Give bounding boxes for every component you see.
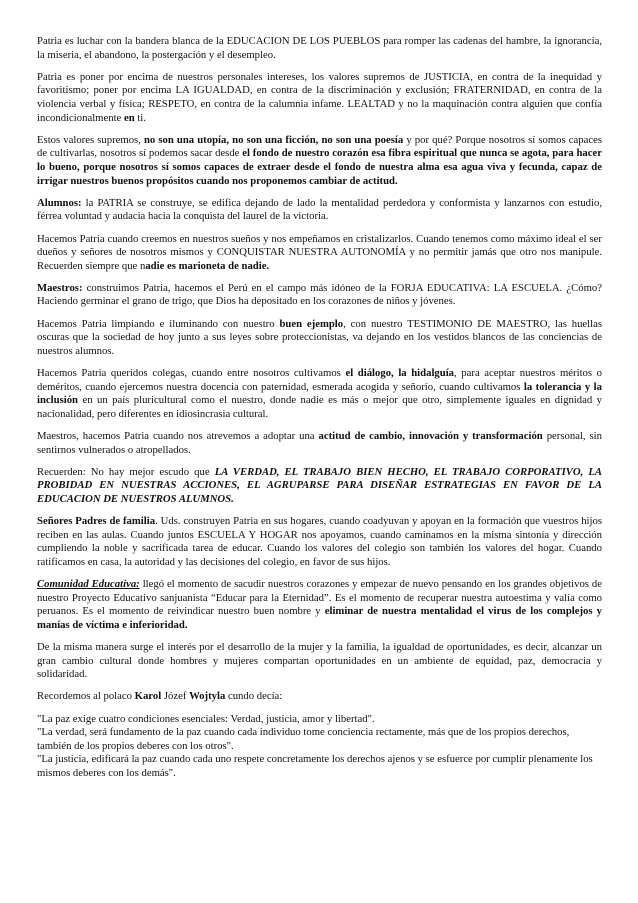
paragraph-alumnos: Alumnos: la PATRIA se construye, se edifica dejando de lado la mentalidad perdedora y conformista y lanzarnos con estudio, férrea voluntad y audacia hacia la conquista del laurel de la victoria. bbox=[37, 196, 602, 223]
paragraph-patria-valores: Patria es poner por encima de nuestros personales intereses, los valores supremos de JUSTICIA, en contra de la inequidad y favoritismo; poner por encima LA IGUALDAD, en contra de la discriminación y exclusión; FRATERNIDAD, en contra de la violencia verbal y física; RESPETO, en contra de la calumnia infame. LEALTAD y no la maquinación contra alguien que confía incondicionalmente en ti. bbox=[37, 70, 602, 124]
paragraph-queridos-colegas: Hacemos Patria queridos colegas, cuando entre nosotros cultivamos el diálogo, la hidalguía, para aceptar nuestros méritos o deméritos, cuando ejercemos nuestra docencia con paternidad, esmerada acogida y señorío, cuando cultivamos la tolerancia y la inclusión en un país pluricultural como el nuestro, donde nadie es más o mejor que otro, simplemente iguales en dignidad y nacionalidad, pero diferentes en idiosincrasia cultural. bbox=[37, 367, 602, 420]
paragraph-padres-familia: Señores Padres de familia. Uds. construyen Patria en sus hogares, cuando coadyuvan y apoyan en la formación que vuestros hijos reciben en las aulas. Cuando juntos ESCUELA Y HOGAR nos apoyamos, cuando caminamos en la misma sintonía y dirección cumpliendo la noble y sacrificada tarea de educar. Cuando los valores del colegio son también los valores del hogar. Cuando ratificamos en casa, la autoridad y las decisiones del colegio, en favor de sus hijos. bbox=[37, 515, 602, 568]
paragraph-desarrollo-mujer: De la misma manera surge el interés por el desarrollo de la mujer y la familia, la igualdad de oportunidades, es decir, alcanzar un gran cambio cultural donde hombres y mujeres compartan oportunidades en un ambiente de equidad, paz, democracia y solidaridad. bbox=[37, 641, 602, 681]
document-page bbox=[37, 35, 602, 781]
paragraph-actitud-cambio: Maestros, hacemos Patria cuando nos atrevemos a adoptar una actitud de cambio, innovación y transformación personal, sin sentirnos vulnerados o atropellados. bbox=[37, 430, 602, 456]
quote-paz: "La paz exige cuatro condiciones esenciales: Verdad, justicia, amor y libertad". bbox=[37, 712, 375, 725]
quote-verdad: "La verdad, será fundamento de la paz cuando cada individuo tome conciencia rectamente, más que de los propios derechos, también de los propios deberes con los otros". bbox=[37, 726, 570, 752]
paragraph-buen-ejemplo: Hacemos Patria limpiando e iluminando con nuestro buen ejemplo, con nuestro TESTIMONIO DE MAESTRO, las huellas oscuras que la sociedad de hoy junto a sus leyes sobre proteccionistas, va dejando en los vestidos blancos de las conciencias de nuestros alumnos. bbox=[37, 317, 603, 357]
paragraph-karol-wojtyla: Recordemos al polaco Karol Józef Wojtyla cundo decía: bbox=[37, 690, 283, 703]
paragraph-patria-luchar: Patria es luchar con la bandera blanca de la EDUCACION DE LOS PUEBLOS para romper las cadenas del hambre, la ignorancia, la miseria, el abandono, la postergación y el desempleo. bbox=[37, 35, 602, 61]
paragraph-hacemos-patria-suenos: Hacemos Patria cuando creemos en nuestros sueños y nos empeñamos en cristalizarlos. Cuando tenemos como máximo ideal el ser dueños y señores de nosotros mismos y CONQUISTAR NUESTRA AUTONOMÍA y no permitir jamás que otro nos manipule. Recuerden siempre que nadie es marioneta de nadie. bbox=[37, 232, 602, 272]
paragraph-valores-supremos: Estos valores supremos, no son una utopía, no son una ficción, no son una poesía y por qué? Porque nosotros sí somos capaces de cultivarlas, nosotros sí podemos sacar desde el fondo de nuestro corazón esa fibra espiritual que nunca se agota, para hacer lo bueno, porque nosotros sí somos capaces de extraer desde el fondo de nuestra alma esa agua viva y fecunda, capaz de irrigar nuestros buenos propósitos cuando nos proponemos cambiar de actitud. bbox=[37, 133, 603, 187]
paragraph-recuerden-escudo: Recuerden: No hay mejor escudo que LA VERDAD, EL TRABAJO BIEN HECHO, EL TRABAJO CORPORATIVO, LA PROBIDAD EN NUESTRAS ACCIONES, EL AGRUPARSE PARA DISEÑAR ESTRATEGIAS EN FAVOR DE LA EDUCACION DE NUESTROS ALUMNOS. bbox=[37, 465, 602, 505]
paragraph-comunidad-educativa: Comunidad Educativa: llegó el momento de sacudir nuestros corazones y empezar de nuevo pensando en los grandes objetivos de nuestro Proyecto Educativo sanjuanista “Educar para la Eternidad”. Es el momento de recuperar nuestra autoestima y valía como peruanos. Es el momento de reivindicar nuestro buen nombre y eliminar de nuestra mentalidad el virus de los complejos y manías de víctima e inferioridad. bbox=[37, 578, 602, 631]
paragraph-maestros: Maestros: construimos Patria, hacemos el Perú en el campo más idóneo de la FORJA EDUCATIVA: LA ESCUELA. ¿Cómo? Haciendo germinar el grano de trigo, que Dios ha depositado en los corazones de niños y jóvenes. bbox=[37, 281, 602, 308]
quote-justicia: "La justicia, edificará la paz cuando cada uno respete concretamente los derechos ajenos y se esfuerce por cumplir plenamente los mismos deberes con los demás". bbox=[37, 753, 593, 780]
